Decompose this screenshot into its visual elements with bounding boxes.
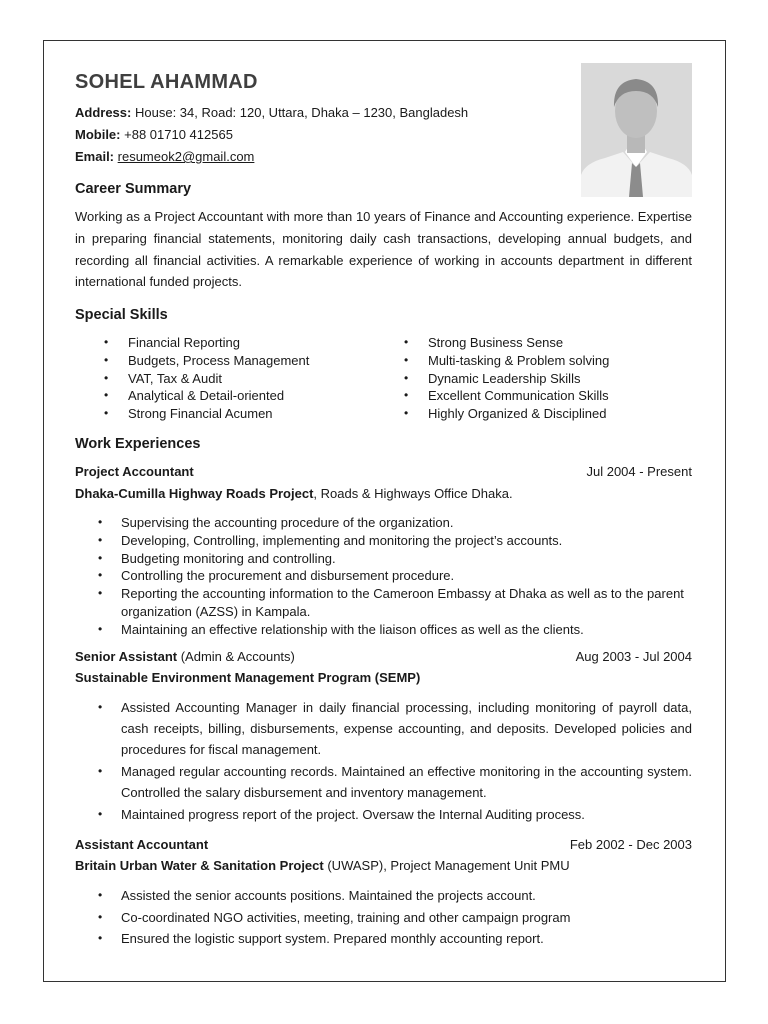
email-line bbox=[75, 149, 254, 164]
career-summary-text: Working as a Project Accountant with more than 10 years of Finance and Accounting experience. Expertise in preparing financial statements, monitoring daily cash transactions, developing annual budgets, and recording all financial activities. A remarkable experience of working in accounts department in different international funded projects. bbox=[75, 209, 692, 290]
mobile-value: +88 01710 412565 bbox=[124, 127, 233, 142]
skill-item: • Budgets, Process Management bbox=[75, 352, 375, 370]
skill-item: • Highly Organized & Disciplined bbox=[375, 405, 695, 423]
duty-item: • Developing, Controlling, implementing and monitoring the project’s accounts. bbox=[44, 532, 692, 550]
org-detail: (UWASP), Project Management Unit PMU bbox=[323, 858, 570, 873]
career-summary-heading: Career Summary bbox=[75, 181, 192, 197]
skill-item: • Multi-tasking & Problem solving bbox=[375, 352, 695, 370]
job-header bbox=[75, 648, 692, 666]
job-duties-list bbox=[44, 697, 692, 825]
duty-item: • Budgeting monitoring and controlling. bbox=[44, 550, 692, 568]
job-dates: Aug 2003 - Jul 2004 bbox=[575, 649, 692, 664]
skill-item: • Excellent Communication Skills bbox=[375, 387, 695, 405]
skill-item: • Analytical & Detail-oriented bbox=[75, 387, 375, 405]
duty-item: • Ensured the logistic support system. Prepared monthly accounting report. bbox=[44, 928, 692, 949]
job-header bbox=[75, 836, 692, 854]
candidate-name: SOHEL AHAMMAD bbox=[75, 71, 258, 93]
address-line bbox=[75, 105, 468, 120]
job-dates: Jul 2004 - Present bbox=[586, 464, 692, 479]
address-value: House: 34, Road: 120, Uttara, Dhaka – 1230, Bangladesh bbox=[134, 105, 469, 120]
mobile-label: Mobile: bbox=[75, 127, 121, 142]
org-name: Dhaka-Cumilla Highway Roads Project bbox=[75, 486, 314, 501]
duty-item: • Maintaining an effective relationship with the liaison offices as well as the clients. bbox=[44, 621, 692, 639]
skill-item: • VAT, Tax & Audit bbox=[75, 370, 375, 388]
duty-item: • Co-coordinated NGO activities, meeting, training and other campaign program bbox=[44, 907, 692, 928]
duty-item: • Assisted Accounting Manager in daily financial processing, including monitoring of payroll data, cash receipts, billing, disbursements, expense accounting, and deposits. Developed policies and procedures for fiscal management. bbox=[44, 697, 692, 761]
work-experiences-heading: Work Experiences bbox=[75, 436, 201, 452]
job-title: Assistant Accountant bbox=[75, 837, 209, 852]
job-organization bbox=[75, 669, 692, 687]
skill-item: • Financial Reporting bbox=[75, 334, 375, 352]
job-duties-list bbox=[44, 885, 692, 950]
job-organization bbox=[75, 485, 692, 503]
job-title: Project Accountant bbox=[75, 464, 194, 479]
resume-page bbox=[43, 40, 726, 982]
job-title-extra: (Admin & Accounts) bbox=[177, 649, 295, 664]
duty-item: • Controlling the procurement and disbursement procedure. bbox=[44, 567, 692, 585]
job-organization bbox=[75, 857, 692, 875]
job-duties-list bbox=[44, 514, 692, 639]
org-detail: , Roads & Highways Office Dhaka. bbox=[313, 486, 513, 501]
duty-item: • Reporting the accounting information to the Cameroon Embassy at Dhaka as well as to the parent organization (AZSS) in Kampala. bbox=[44, 585, 692, 621]
email-link[interactable]: resumeok2@gmail.com bbox=[117, 149, 255, 164]
special-skills-heading: Special Skills bbox=[75, 307, 168, 323]
skill-item: • Strong Business Sense bbox=[375, 334, 695, 352]
skills-left-list bbox=[75, 334, 375, 423]
duty-item: • Assisted the senior accounts positions. Maintained the projects account. bbox=[44, 885, 692, 906]
mobile-line bbox=[75, 127, 233, 142]
job-title: Senior Assistant bbox=[75, 649, 178, 664]
skill-item: • Strong Financial Acumen bbox=[75, 405, 375, 423]
duty-item: • Supervising the accounting procedure of the organization. bbox=[44, 514, 692, 532]
org-name: Sustainable Environment Management Program (SEMP) bbox=[75, 670, 421, 685]
skill-item: • Dynamic Leadership Skills bbox=[375, 370, 695, 388]
org-name: Britain Urban Water & Sanitation Project bbox=[75, 858, 324, 873]
person-silhouette-icon bbox=[581, 63, 692, 197]
profile-photo-placeholder bbox=[581, 63, 692, 197]
skills-right-list bbox=[375, 334, 695, 423]
job-header bbox=[75, 463, 692, 481]
duty-item: • Maintained progress report of the project. Oversaw the Internal Auditing process. bbox=[44, 804, 692, 825]
duty-item: • Managed regular accounting records. Maintained an effective monitoring in the accounting system. Controlled the salary disbursement and inventory management. bbox=[44, 761, 692, 803]
address-label: Address: bbox=[75, 105, 132, 120]
email-label: Email: bbox=[75, 149, 115, 164]
job-dates: Feb 2002 - Dec 2003 bbox=[569, 837, 692, 852]
